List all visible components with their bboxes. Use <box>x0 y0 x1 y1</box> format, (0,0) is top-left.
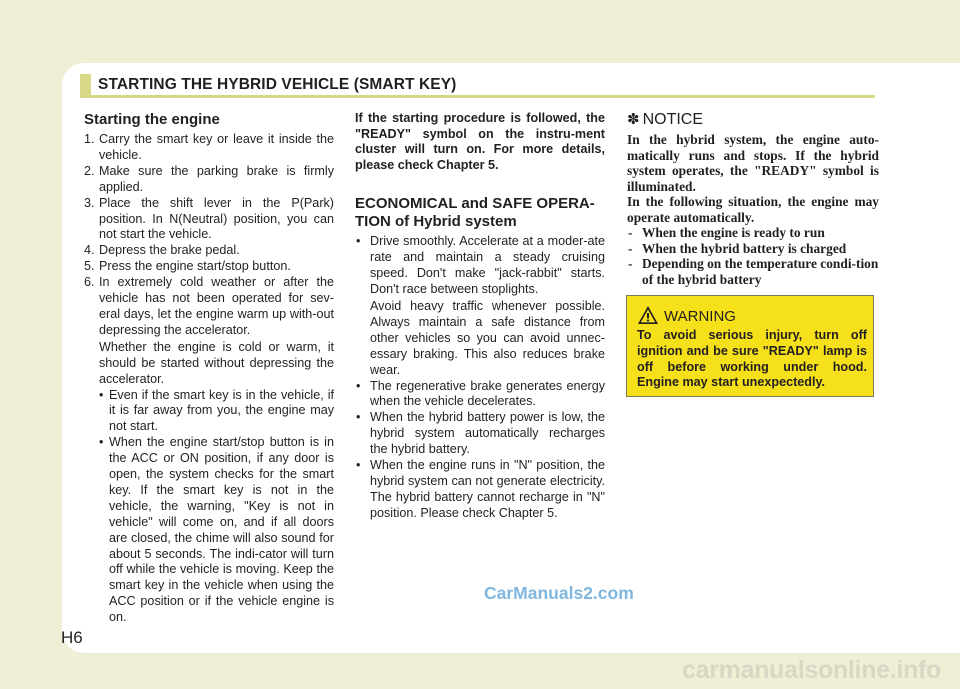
bullet-continuation: Avoid heavy traffic whenever possible. Always maintain a safe distance from other vehicles so you can avoid unnec-essary braking. This also reduces brake wear. <box>370 299 605 377</box>
warning-label: WARNING <box>664 308 736 325</box>
bullet-item: • When the hybrid battery power is low, the hybrid system automatically recharges the hybrid battery. <box>356 410 605 457</box>
page-number: H6 <box>61 628 83 647</box>
bullet-item: • When the engine runs in "N" position, the hybrid system can not generate electricity. The hybrid battery cannot recharge in "N" position. Please check Chapter 5. <box>356 458 605 520</box>
column-2 <box>355 111 605 522</box>
bullet-dot: • <box>356 410 361 425</box>
warning-box <box>626 295 874 397</box>
bullet-dot: • <box>356 458 361 473</box>
notice-title: NOTICE <box>642 111 704 128</box>
step-item: 5. Press the engine start/stop button. <box>84 259 291 274</box>
section-rule <box>80 95 875 98</box>
watermark-carmanuals2[interactable]: CarManuals2.com <box>484 583 634 603</box>
warning-text: To avoid serious injury, turn off ignition and be sure "READY" lamp is off before working under hood. Engine may start unexpectedly. <box>637 328 867 390</box>
sub-bullet-item: • Even if the smart key is in the vehicle, if it is far away from you, the engine may not start. <box>99 387 334 434</box>
starting-engine-heading: Starting the engine <box>84 111 220 128</box>
step-item: 1. Carry the smart key or leave it inside the vehicle. <box>84 132 334 162</box>
notice-star-icon: ✽ <box>627 111 640 128</box>
bullet-item: • Drive smoothly. Accelerate at a moder-ate rate and maintain a steady cruising speed. Don't make "jack-rabbit" starts. Don't race between stoplights. <box>356 234 605 297</box>
bullet-dot: • <box>99 435 104 450</box>
notice-list-item: - Depending on the temperature condi-tion of the hybrid battery <box>628 256 879 287</box>
section-title: STARTING THE HYBRID VEHICLE (SMART KEY) <box>98 76 457 93</box>
notice-paragraph: In the following situation, the engine may operate automatically. <box>627 194 879 225</box>
section-header <box>80 74 875 96</box>
bullet-dot: • <box>356 378 361 393</box>
ready-paragraph: If the starting procedure is followed, the "READY" symbol on the instru-ment cluster will turn on. For more details, please check Chapter 5. <box>355 111 605 172</box>
notice-body <box>627 132 879 287</box>
steps-list <box>84 132 334 339</box>
warning-header <box>637 304 736 325</box>
economical-heading: ECONOMICAL and SAFE OPERA-TION of Hybrid system <box>355 195 595 231</box>
bullet-dot: • <box>356 234 361 249</box>
section-accent <box>80 74 91 96</box>
column-1 <box>84 111 334 626</box>
notice-list-item: - When the engine is ready to run <box>628 225 825 240</box>
step-item: 2. Make sure the parking brake is firmly applied. <box>84 163 334 194</box>
warning-triangle-icon <box>637 305 659 325</box>
step-item: 4. Depress the brake pedal. <box>84 243 240 258</box>
watermark-carmanualsonline[interactable]: carmanualsonline.info <box>682 656 942 684</box>
step6-paragraph: Whether the engine is cold or warm, it should be started without depressing the accelerator. <box>99 339 334 386</box>
notice-paragraph: In the hybrid system, the engine auto-matically runs and stops. If the hybrid system operates, the "READY" symbol is illuminated. <box>627 132 879 194</box>
notice-list-item: - When the hybrid battery is charged <box>628 240 847 256</box>
notice-section <box>627 110 879 287</box>
bullet-dot: • <box>99 387 104 402</box>
bullet-item: • The regenerative brake generates energy when the vehicle decelerates. <box>356 378 605 409</box>
notice-heading <box>627 110 879 129</box>
sub-bullet-item: • When the engine start/stop button is in the ACC or ON position, if any door is open, the system checks for the smart key. If the smart key is not in the vehicle, the warning, "Key is not in vehicle" will come on, and if all doors are closed, the chime will also sound for about 5 seconds. The indi-cator will turn off while the vehicle is moving. Keep the smart key in the vehicle when using the ACC position or if the vehicle engine is on. <box>99 435 334 625</box>
step-item: 3. Place the shift lever in the P(Park) position. In N(Neutral) position, you can not start the vehicle. <box>84 195 334 242</box>
step-item: 6. In extremely cold weather or after the vehicle has not been operated for sev-eral days, let the engine warm up with-out depressing the accelerator. <box>84 275 334 337</box>
